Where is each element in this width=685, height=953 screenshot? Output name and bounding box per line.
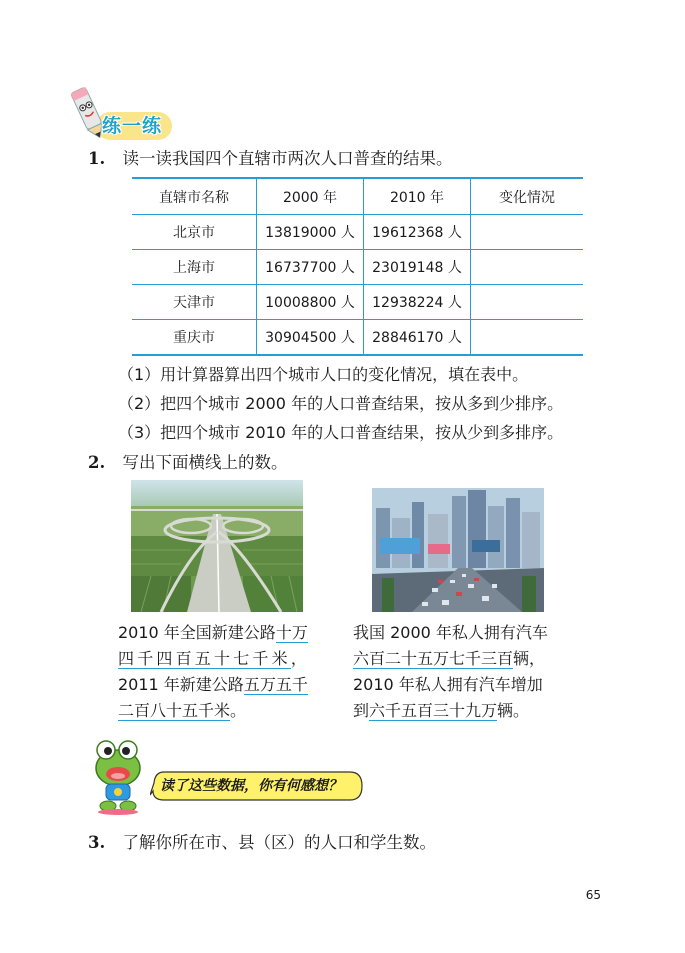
table-cell: 13819000 人 xyxy=(257,215,364,250)
question-3 xyxy=(88,832,436,854)
speech-text: 读了这些数据，你有何感想？ xyxy=(160,778,342,794)
table-cell-blank[interactable] xyxy=(471,320,584,356)
question-number: 2. xyxy=(88,453,106,472)
table-cell: 19612368 人 xyxy=(364,215,471,250)
question-text: 了解你所在市、县（区）的人口和学生数。 xyxy=(122,833,436,852)
table-cell-blank[interactable] xyxy=(471,250,584,285)
answer-underline: 十万 xyxy=(275,623,308,642)
left-paragraph xyxy=(118,620,308,724)
answer-underline: 四千四百五十七千米 xyxy=(118,649,291,668)
sub-question-2: （2）把四个城市 2000 年的人口普查结果，按从多到少排序。 xyxy=(118,394,564,413)
para-line: 我国 2000 年私人拥有汽车 xyxy=(353,623,548,642)
question-number: 3. xyxy=(88,833,106,852)
table-cell: 30904500 人 xyxy=(257,320,364,356)
table-header: 变化情况 xyxy=(471,178,584,215)
para-line: 2011 年新建公路五万五千 xyxy=(118,675,308,694)
para-line: 四千四百五十七千米， xyxy=(118,649,307,668)
table-header: 2010 年 xyxy=(364,178,471,215)
answer-underline: 六百二十五万七千三百 xyxy=(353,649,514,668)
table-cell: 28846170 人 xyxy=(364,320,471,356)
table-row xyxy=(132,250,583,285)
table-cell: 12938224 人 xyxy=(364,285,471,320)
page-number: 65 xyxy=(585,888,601,902)
table-cell: 10008800 人 xyxy=(257,285,364,320)
sub-question-3: （3）把四个城市 2010 年的人口普查结果，按从少到多排序。 xyxy=(118,423,564,442)
table-cell: 天津市 xyxy=(132,285,257,320)
table-cell-blank[interactable] xyxy=(471,215,584,250)
para-line: 2010 年全国新建公路十万 xyxy=(118,623,308,642)
table-row xyxy=(132,215,583,250)
table-row xyxy=(132,285,583,320)
sub-question-1: （1）用计算器算出四个城市人口的变化情况，填在表中。 xyxy=(118,365,529,384)
question-2 xyxy=(88,452,287,474)
city-traffic-photo xyxy=(372,488,544,612)
table-cell: 16737700 人 xyxy=(257,250,364,285)
table-cell: 北京市 xyxy=(132,215,257,250)
frog-mascot-icon xyxy=(88,738,148,816)
answer-underline: 五万五千 xyxy=(243,675,308,694)
table-cell: 23019148 人 xyxy=(364,250,471,285)
question-number: 1. xyxy=(88,149,106,168)
para-line: 二百八十五千米。 xyxy=(118,701,247,720)
table-row xyxy=(132,320,583,356)
table-header-row xyxy=(132,178,583,215)
table-header: 直辖市名称 xyxy=(132,178,257,215)
question-text: 读一读我国四个直辖市两次人口普查的结果。 xyxy=(122,149,453,168)
answer-underline: 六千五百三十九万 xyxy=(369,701,498,720)
question-1 xyxy=(88,148,452,170)
table-header: 2000 年 xyxy=(257,178,364,215)
population-table xyxy=(132,177,583,356)
para-line: 2010 年私人拥有汽车增加 xyxy=(353,675,543,694)
highway-photo xyxy=(131,480,303,612)
table-cell-blank[interactable] xyxy=(471,285,584,320)
para-line: 到六千五百三十九万辆。 xyxy=(353,701,530,720)
question-text: 写出下面横线上的数。 xyxy=(122,453,288,472)
right-paragraph xyxy=(353,620,548,724)
answer-underline: 二百八十五千米 xyxy=(118,701,231,720)
para-line: 六百二十五万七千三百辆， xyxy=(353,649,546,668)
table-cell: 重庆市 xyxy=(132,320,257,356)
section-title: 练一练 xyxy=(102,115,163,137)
table-cell: 上海市 xyxy=(132,250,257,285)
